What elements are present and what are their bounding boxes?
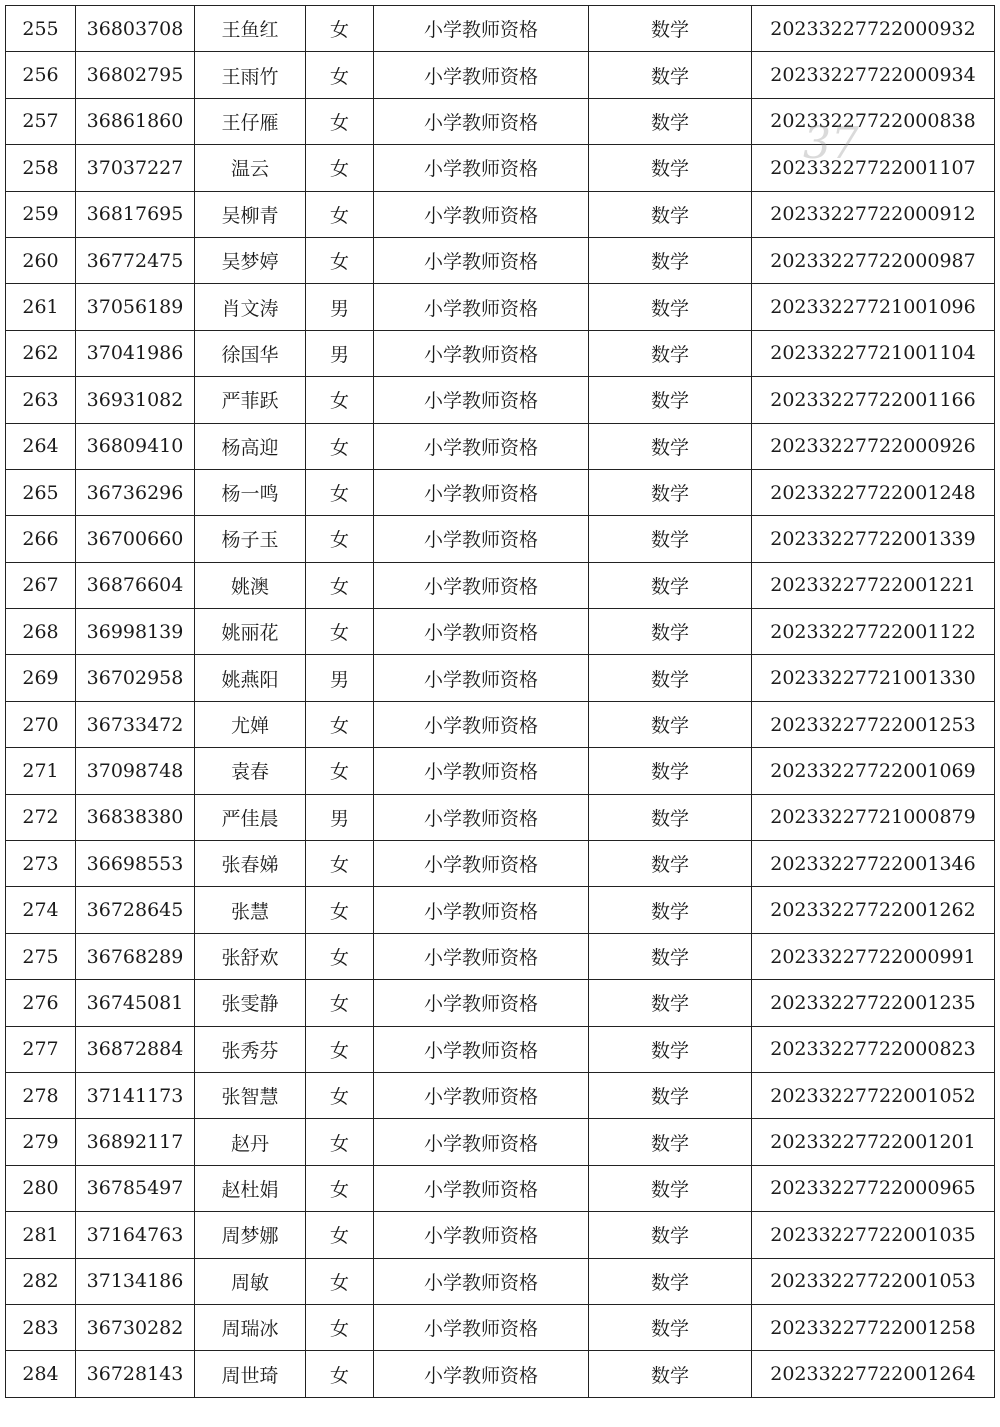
cell-applicant-id: 37041986 [76,330,195,376]
cell-name: 杨高迎 [195,423,306,469]
cell-subject: 数学 [589,887,752,933]
table-row [6,6,995,52]
cell-cert-type: 小学教师资格 [374,145,589,191]
cell-cert-number: 20233227722000838 [752,98,995,144]
cell-subject: 数学 [589,1258,752,1304]
cell-seq: 281 [6,1212,76,1258]
cell-gender: 女 [306,145,374,191]
cell-cert-type: 小学教师资格 [374,1258,589,1304]
cell-seq: 255 [6,6,76,52]
cell-seq: 279 [6,1119,76,1165]
cell-applicant-id: 36838380 [76,794,195,840]
cell-gender: 女 [306,1119,374,1165]
table-row [6,655,995,701]
cell-subject: 数学 [589,6,752,52]
cell-seq: 275 [6,933,76,979]
cell-cert-number: 20233227722000965 [752,1165,995,1211]
cell-cert-type: 小学教师资格 [374,562,589,608]
cell-cert-number: 20233227722000987 [752,237,995,283]
cell-cert-type: 小学教师资格 [374,1212,589,1258]
cell-name: 张舒欢 [195,933,306,979]
cell-gender: 女 [306,1026,374,1072]
cell-gender: 女 [306,609,374,655]
cell-applicant-id: 36733472 [76,701,195,747]
cell-name: 周瑞冰 [195,1304,306,1350]
cell-cert-number: 20233227722001122 [752,609,995,655]
table-row [6,701,995,747]
cell-applicant-id: 36998139 [76,609,195,655]
table-row [6,980,995,1026]
cell-gender: 女 [306,980,374,1026]
cell-applicant-id: 37164763 [76,1212,195,1258]
cell-applicant-id: 37056189 [76,284,195,330]
cell-gender: 男 [306,284,374,330]
cell-cert-number: 20233227722000991 [752,933,995,979]
cell-cert-number: 20233227722001339 [752,516,995,562]
cell-applicant-id: 36817695 [76,191,195,237]
cell-name: 王仔雁 [195,98,306,144]
table-row [6,794,995,840]
cell-seq: 270 [6,701,76,747]
cell-name: 温云 [195,145,306,191]
cell-applicant-id: 36702958 [76,655,195,701]
cell-cert-number: 20233227722000934 [752,52,995,98]
table-row [6,98,995,144]
cell-cert-number: 20233227722001107 [752,145,995,191]
cell-name: 周梦娜 [195,1212,306,1258]
cell-seq: 274 [6,887,76,933]
table-row [6,887,995,933]
cell-seq: 268 [6,609,76,655]
cell-subject: 数学 [589,794,752,840]
cell-seq: 282 [6,1258,76,1304]
cell-name: 肖文涛 [195,284,306,330]
cell-gender: 男 [306,655,374,701]
cell-cert-type: 小学教师资格 [374,284,589,330]
cell-gender: 女 [306,1072,374,1118]
cell-seq: 277 [6,1026,76,1072]
page-watermark: 37 [803,118,859,169]
cell-subject: 数学 [589,191,752,237]
cell-subject: 数学 [589,609,752,655]
cell-name: 王鱼红 [195,6,306,52]
table-row [6,748,995,794]
cell-seq: 273 [6,841,76,887]
cell-applicant-id: 36892117 [76,1119,195,1165]
cell-seq: 276 [6,980,76,1026]
cell-gender: 女 [306,423,374,469]
cell-cert-number: 20233227722001221 [752,562,995,608]
cell-cert-type: 小学教师资格 [374,1165,589,1211]
cell-seq: 264 [6,423,76,469]
cell-subject: 数学 [589,52,752,98]
cell-cert-type: 小学教师资格 [374,701,589,747]
table-row [6,516,995,562]
cell-cert-type: 小学教师资格 [374,655,589,701]
cell-name: 周世琦 [195,1351,306,1397]
cell-subject: 数学 [589,1026,752,1072]
table-row [6,1351,995,1397]
cell-cert-type: 小学教师资格 [374,330,589,376]
cell-gender: 女 [306,887,374,933]
table-body [6,6,995,1398]
cell-subject: 数学 [589,655,752,701]
cell-seq: 272 [6,794,76,840]
cell-applicant-id: 36768289 [76,933,195,979]
cell-applicant-id: 36809410 [76,423,195,469]
table-row [6,423,995,469]
cell-cert-type: 小学教师资格 [374,516,589,562]
cell-subject: 数学 [589,933,752,979]
table-row [6,284,995,330]
cell-gender: 女 [306,841,374,887]
cell-cert-type: 小学教师资格 [374,980,589,1026]
cell-applicant-id: 37134186 [76,1258,195,1304]
cell-name: 张智慧 [195,1072,306,1118]
cell-subject: 数学 [589,562,752,608]
cell-seq: 278 [6,1072,76,1118]
cell-applicant-id: 36728143 [76,1351,195,1397]
cell-applicant-id: 36931082 [76,377,195,423]
cell-name: 严佳晨 [195,794,306,840]
cell-cert-type: 小学教师资格 [374,1351,589,1397]
cell-cert-number: 20233227722001052 [752,1072,995,1118]
cell-name: 张秀芬 [195,1026,306,1072]
cell-cert-number: 20233227722001253 [752,701,995,747]
certificate-table [5,5,995,1398]
table-row [6,237,995,283]
table-row [6,1119,995,1165]
cell-name: 杨一鸣 [195,469,306,515]
cell-subject: 数学 [589,1165,752,1211]
cell-gender: 女 [306,562,374,608]
cell-cert-number: 20233227722001035 [752,1212,995,1258]
cell-seq: 263 [6,377,76,423]
cell-subject: 数学 [589,701,752,747]
cell-cert-type: 小学教师资格 [374,933,589,979]
cell-name: 张慧 [195,887,306,933]
cell-name: 严菲跃 [195,377,306,423]
cell-applicant-id: 36802795 [76,52,195,98]
cell-subject: 数学 [589,1072,752,1118]
cell-cert-number: 20233227721001104 [752,330,995,376]
cell-cert-number: 20233227721001096 [752,284,995,330]
cell-cert-type: 小学教师资格 [374,237,589,283]
table-row [6,191,995,237]
cell-gender: 女 [306,377,374,423]
cell-name: 姚丽花 [195,609,306,655]
cell-seq: 258 [6,145,76,191]
cell-gender: 女 [306,6,374,52]
cell-cert-type: 小学教师资格 [374,1026,589,1072]
table-row [6,145,995,191]
cell-cert-number: 20233227722001069 [752,748,995,794]
cell-seq: 271 [6,748,76,794]
cell-seq: 266 [6,516,76,562]
cell-seq: 260 [6,237,76,283]
cell-applicant-id: 36728645 [76,887,195,933]
cell-applicant-id: 36861860 [76,98,195,144]
cell-name: 徐国华 [195,330,306,376]
cell-cert-type: 小学教师资格 [374,191,589,237]
cell-applicant-id: 36700660 [76,516,195,562]
cell-cert-number: 20233227722000926 [752,423,995,469]
cell-gender: 女 [306,98,374,144]
cell-applicant-id: 36698553 [76,841,195,887]
cell-subject: 数学 [589,748,752,794]
cell-seq: 257 [6,98,76,144]
cell-cert-number: 20233227722001053 [752,1258,995,1304]
cell-gender: 女 [306,469,374,515]
cell-cert-number: 20233227722001262 [752,887,995,933]
table-row [6,841,995,887]
cell-cert-number: 20233227722000932 [752,6,995,52]
cell-seq: 283 [6,1304,76,1350]
cell-cert-number: 20233227721001330 [752,655,995,701]
cell-cert-type: 小学教师资格 [374,609,589,655]
table-row [6,469,995,515]
cell-subject: 数学 [589,145,752,191]
cell-name: 赵杜娟 [195,1165,306,1211]
table-row [6,377,995,423]
cell-cert-number: 20233227722001264 [752,1351,995,1397]
cell-cert-type: 小学教师资格 [374,1304,589,1350]
cell-cert-type: 小学教师资格 [374,469,589,515]
cell-name: 杨子玉 [195,516,306,562]
cell-name: 吴柳青 [195,191,306,237]
cell-subject: 数学 [589,1351,752,1397]
cell-cert-number: 20233227722000823 [752,1026,995,1072]
cell-name: 张春娣 [195,841,306,887]
cell-gender: 男 [306,794,374,840]
cell-applicant-id: 36736296 [76,469,195,515]
cell-gender: 女 [306,516,374,562]
cell-name: 姚燕阳 [195,655,306,701]
table-row [6,330,995,376]
cell-seq: 261 [6,284,76,330]
cell-gender: 女 [306,1212,374,1258]
cell-seq: 262 [6,330,76,376]
cell-cert-number: 20233227722001258 [752,1304,995,1350]
cell-applicant-id: 36772475 [76,237,195,283]
cell-seq: 265 [6,469,76,515]
cell-name: 袁春 [195,748,306,794]
cell-applicant-id: 36876604 [76,562,195,608]
cell-cert-number: 20233227722001346 [752,841,995,887]
cell-cert-type: 小学教师资格 [374,1072,589,1118]
table-row [6,1212,995,1258]
cell-applicant-id: 37098748 [76,748,195,794]
table-row [6,562,995,608]
cell-subject: 数学 [589,1119,752,1165]
cell-cert-number: 20233227722001248 [752,469,995,515]
table-row [6,1304,995,1350]
cell-subject: 数学 [589,1212,752,1258]
certificate-list-page [5,5,994,1398]
cell-cert-type: 小学教师资格 [374,98,589,144]
cell-name: 吴梦婷 [195,237,306,283]
cell-cert-type: 小学教师资格 [374,794,589,840]
table-row [6,1026,995,1072]
cell-seq: 267 [6,562,76,608]
cell-cert-number: 20233227722000912 [752,191,995,237]
cell-cert-number: 20233227722001201 [752,1119,995,1165]
cell-subject: 数学 [589,469,752,515]
cell-cert-type: 小学教师资格 [374,6,589,52]
table-row [6,609,995,655]
cell-gender: 男 [306,330,374,376]
cell-cert-type: 小学教师资格 [374,423,589,469]
cell-name: 尤婵 [195,701,306,747]
cell-seq: 280 [6,1165,76,1211]
cell-gender: 女 [306,1351,374,1397]
cell-gender: 女 [306,191,374,237]
cell-gender: 女 [306,52,374,98]
cell-cert-type: 小学教师资格 [374,748,589,794]
cell-subject: 数学 [589,516,752,562]
table-row [6,933,995,979]
table-row [6,1258,995,1304]
cell-applicant-id: 36803708 [76,6,195,52]
cell-gender: 女 [306,1165,374,1211]
cell-subject: 数学 [589,237,752,283]
table-row [6,1165,995,1211]
cell-subject: 数学 [589,980,752,1026]
cell-gender: 女 [306,701,374,747]
cell-cert-type: 小学教师资格 [374,52,589,98]
cell-applicant-id: 36730282 [76,1304,195,1350]
table-row [6,1072,995,1118]
cell-name: 姚澳 [195,562,306,608]
cell-cert-type: 小学教师资格 [374,1119,589,1165]
cell-cert-type: 小学教师资格 [374,841,589,887]
cell-applicant-id: 37037227 [76,145,195,191]
cell-applicant-id: 37141173 [76,1072,195,1118]
cell-name: 张雯静 [195,980,306,1026]
cell-seq: 256 [6,52,76,98]
cell-gender: 女 [306,748,374,794]
cell-seq: 259 [6,191,76,237]
cell-cert-number: 20233227722001235 [752,980,995,1026]
cell-applicant-id: 36872884 [76,1026,195,1072]
cell-seq: 269 [6,655,76,701]
cell-subject: 数学 [589,284,752,330]
cell-subject: 数学 [589,377,752,423]
cell-subject: 数学 [589,841,752,887]
cell-subject: 数学 [589,423,752,469]
cell-applicant-id: 36745081 [76,980,195,1026]
cell-cert-type: 小学教师资格 [374,887,589,933]
cell-gender: 女 [306,1304,374,1350]
cell-name: 王雨竹 [195,52,306,98]
cell-cert-type: 小学教师资格 [374,377,589,423]
cell-subject: 数学 [589,1304,752,1350]
table-row [6,52,995,98]
cell-seq: 284 [6,1351,76,1397]
cell-gender: 女 [306,1258,374,1304]
cell-applicant-id: 36785497 [76,1165,195,1211]
cell-cert-number: 20233227722001166 [752,377,995,423]
cell-name: 周敏 [195,1258,306,1304]
cell-name: 赵丹 [195,1119,306,1165]
cell-gender: 女 [306,237,374,283]
cell-cert-number: 20233227721000879 [752,794,995,840]
cell-gender: 女 [306,933,374,979]
cell-subject: 数学 [589,98,752,144]
cell-subject: 数学 [589,330,752,376]
